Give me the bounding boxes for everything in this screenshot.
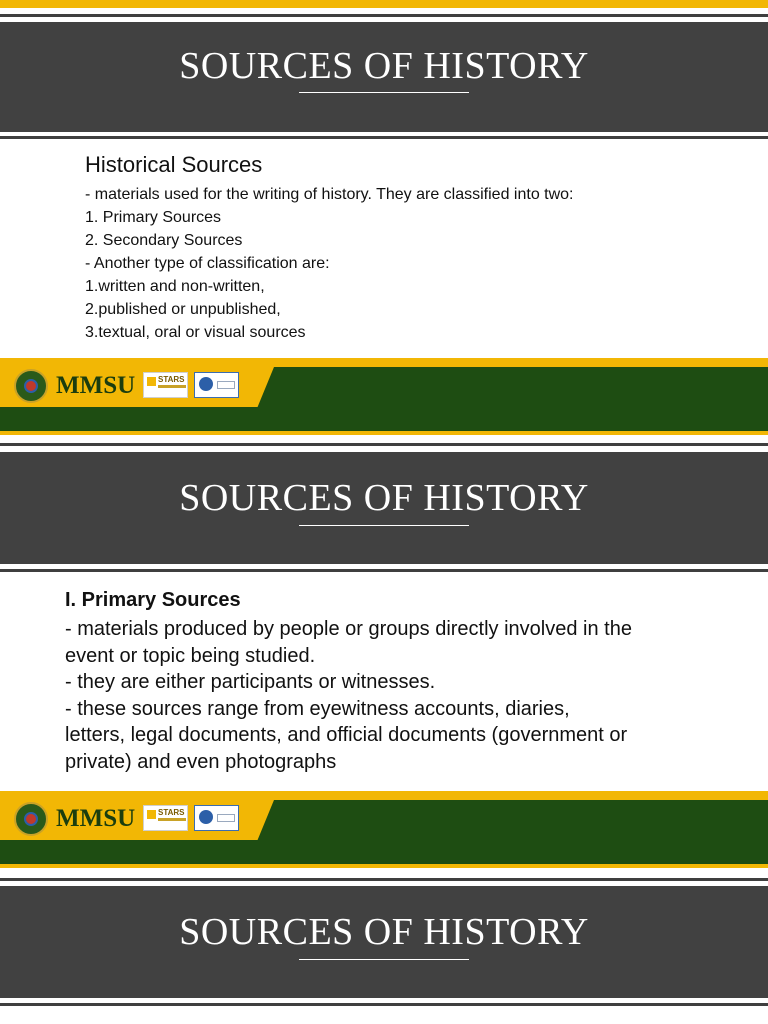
body-line: - materials used for the writing of history. They are classified into two: <box>85 186 574 203</box>
slide-body <box>85 183 574 344</box>
body-line: - they are either participants or witnesses. <box>65 671 436 693</box>
certification-badge-icon <box>194 372 239 398</box>
body-line: letters, legal documents, and official documents (government or <box>65 724 628 746</box>
body-line: 3.textual, oral or visual sources <box>85 324 306 341</box>
header-stripe <box>0 136 768 139</box>
body-line: - Another type of classification are: <box>85 255 330 272</box>
university-seal-icon <box>14 369 48 403</box>
header-stripe <box>0 1003 768 1006</box>
slide-header <box>0 886 768 998</box>
body-line: - materials produced by people or groups directly involved in the <box>65 618 632 640</box>
body-line: - these sources range from eyewitness accounts, diaries, <box>65 697 570 720</box>
brand-name: MMSU <box>56 805 136 832</box>
slide-title: SOURCES OF HISTORY <box>179 477 589 519</box>
slide-body <box>65 616 632 775</box>
title-underline <box>299 92 469 93</box>
slide-header <box>0 22 768 132</box>
slide-header <box>0 452 768 564</box>
body-line: 1.written and non-written, <box>85 278 265 295</box>
certification-badge-icon <box>194 805 239 831</box>
header-stripe <box>0 443 768 446</box>
top-accent-bar <box>0 0 768 8</box>
body-line: event or topic being studied. <box>65 644 316 667</box>
header-stripe <box>0 878 768 881</box>
body-line: private) and even photographs <box>65 750 337 773</box>
header-stripe <box>0 569 768 572</box>
university-seal-icon <box>14 802 48 836</box>
slide-footer <box>0 791 768 868</box>
title-underline <box>299 959 469 960</box>
title-underline <box>299 525 469 526</box>
section-heading: Historical Sources <box>85 152 263 177</box>
section-heading: I. Primary Sources <box>65 589 241 611</box>
body-line: 2.published or unpublished, <box>85 301 281 318</box>
body-line: 2. Secondary Sources <box>85 232 243 249</box>
slide-footer <box>0 358 768 435</box>
body-line: 1. Primary Sources <box>85 209 222 226</box>
slide-title: SOURCES OF HISTORY <box>179 45 589 87</box>
brand-name: MMSU <box>56 372 136 399</box>
slide-title: SOURCES OF HISTORY <box>179 911 589 953</box>
header-stripe <box>0 14 768 17</box>
stars-badge-icon: STARS <box>143 805 188 831</box>
stars-badge-icon: STARS <box>143 372 188 398</box>
